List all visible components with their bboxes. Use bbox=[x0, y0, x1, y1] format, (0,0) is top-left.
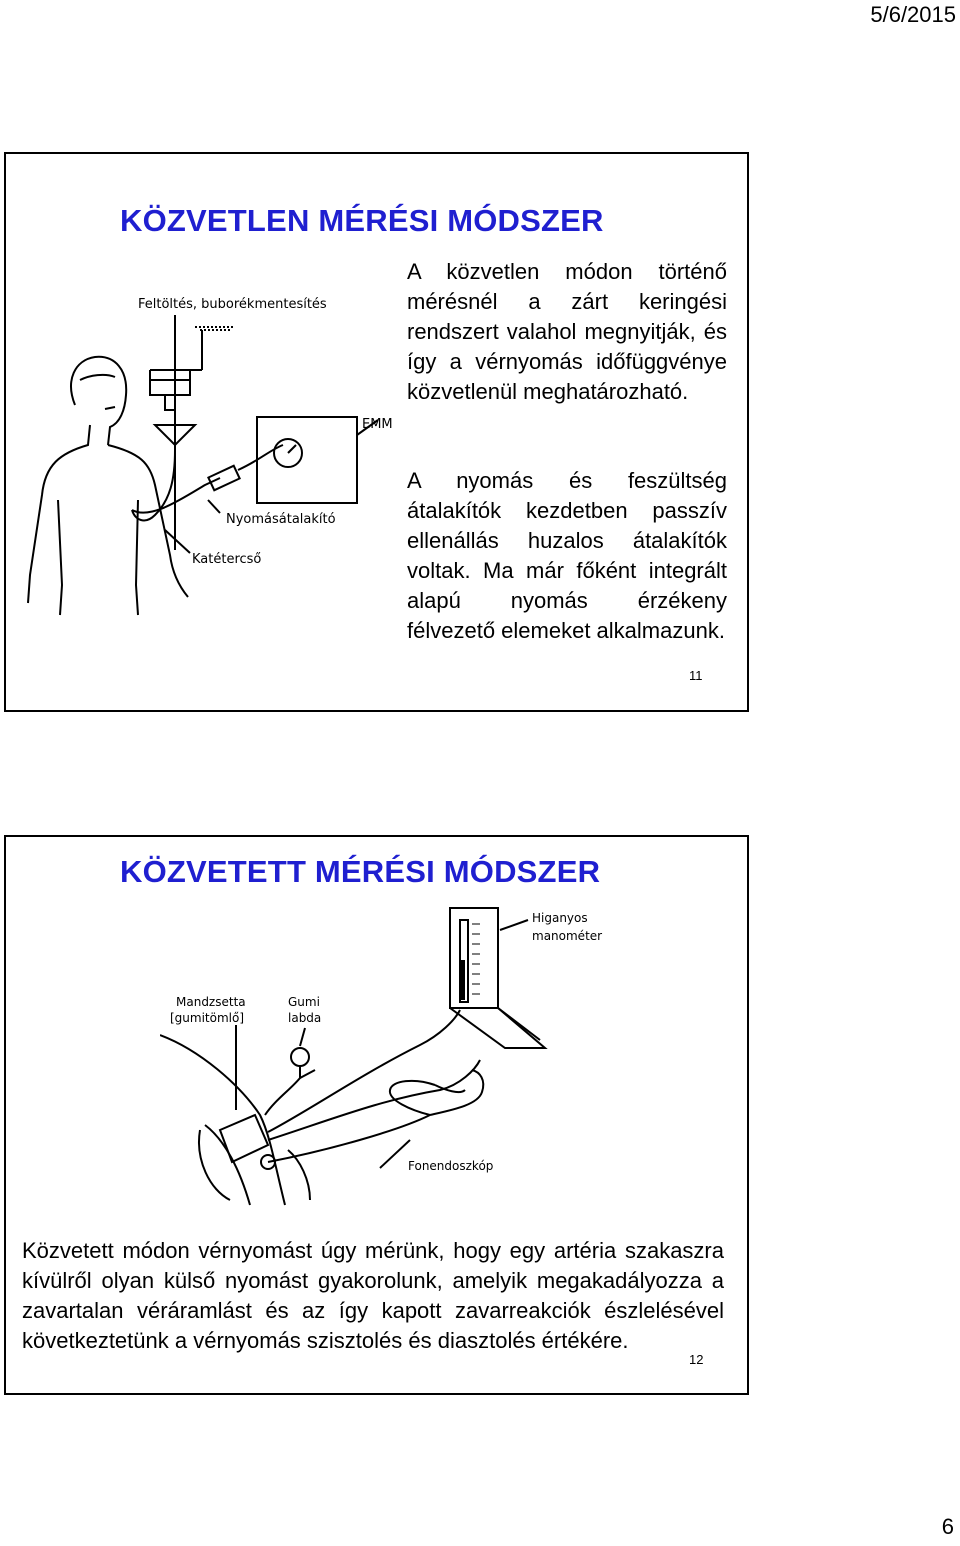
label-bulb-2: labda bbox=[288, 1011, 322, 1025]
label-catheter: Katétercső bbox=[192, 552, 262, 567]
label-bulb-1: Gumi bbox=[288, 995, 320, 1009]
slide-12-paragraph: Közvetett módon vérnyomást úgy mérünk, hogy egy artéria szakaszra kívülről olyan külső nyomást gyakorolunk, amelyik megakadályozza a zavartalan véráramlást és az így kapott zavarreakciók észlelésével következtetünk a vérnyomás szisztolés és diasztolés értékére. bbox=[22, 1238, 724, 1353]
label-cuff-2: [gumitömlő] bbox=[170, 1011, 245, 1025]
label-fill: Feltöltés, buborékmentesítés bbox=[138, 297, 327, 312]
manometer-body bbox=[450, 908, 498, 1008]
label-emm: EMM bbox=[362, 417, 393, 432]
direct-measurement-figure bbox=[20, 285, 410, 630]
slide-11-paragraph-1: A közvetlen módon történő mérésnél a zárt keringési rendszert valahol megnyitják, és így a vérnyomás időfüggvénye közvetlenül meghatározható. bbox=[407, 259, 727, 404]
slide-12-number: 12 bbox=[689, 1352, 704, 1367]
slide-11-paragraph-2: A nyomás és feszültség átalakítók kezdetben passzív ellenállás huzalos átalakítók voltak. Ma már főként integrált alapú nyomás érzékeny félvezető elemeket alkalmazunk. bbox=[407, 468, 727, 643]
label-transducer: Nyomásátalakító bbox=[226, 512, 336, 527]
label-cuff-1: Mandzsetta bbox=[176, 995, 246, 1009]
slide-11-number: 11 bbox=[689, 668, 703, 683]
slide-12-title: KÖZVETETT MÉRÉSI MÓDSZER bbox=[120, 854, 601, 889]
label-manometer-1: Higanyos bbox=[532, 911, 588, 925]
header-date: 5/6/2015 bbox=[870, 2, 956, 27]
person-head bbox=[71, 357, 126, 445]
slide-11-title: KÖZVETLEN MÉRÉSI MÓDSZER bbox=[120, 203, 604, 238]
label-stethoscope: Fonendoszkóp bbox=[408, 1159, 494, 1173]
page-number: 6 bbox=[941, 1514, 954, 1539]
label-manometer-2: manométer bbox=[532, 929, 603, 943]
indirect-measurement-figure bbox=[160, 900, 610, 1210]
